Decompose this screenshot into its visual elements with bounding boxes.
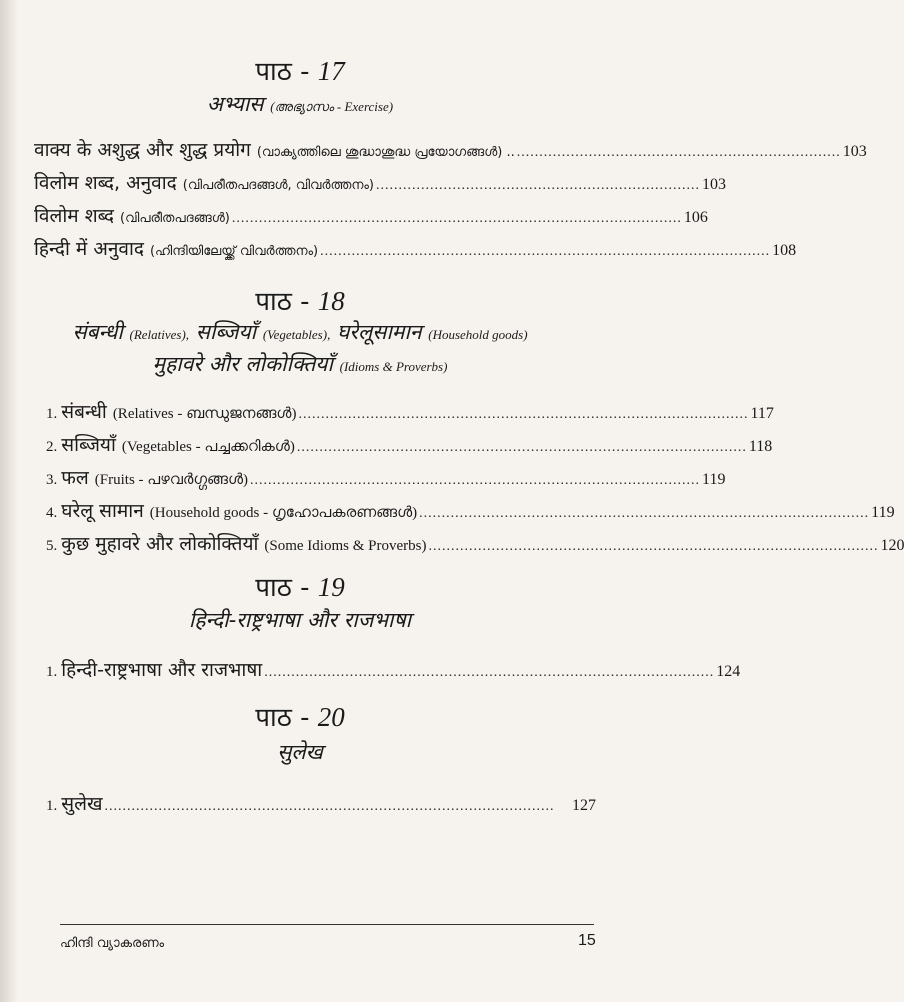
dot-leader: .................................................................................................... bbox=[320, 244, 771, 259]
entry-extra: (Household goods - ഗൃഹോപകരണങ്ങൾ) bbox=[149, 505, 418, 521]
toc-entry[interactable] bbox=[34, 202, 708, 228]
lesson-18-subtitle-line-1 bbox=[0, 318, 600, 346]
entry-hindi: हिन्दी में अनुवाद bbox=[34, 238, 144, 260]
entry-extra: (Some Idioms & Proverbs) bbox=[264, 538, 427, 554]
entry-page-number: 127 bbox=[572, 797, 596, 814]
entry-page-number: 120 bbox=[880, 537, 904, 554]
entry-index: 1. bbox=[46, 798, 58, 814]
dot-leader: ........................................................................ bbox=[375, 178, 700, 193]
entry-hindi: सुलेख bbox=[61, 793, 103, 815]
entry-extra: (ഹിന്ദിയിലേയ്ക്ക് വിവർത്തനം) bbox=[149, 244, 319, 259]
toc-entry[interactable] bbox=[46, 464, 726, 490]
subtitle-hindi: सब्जियाँ bbox=[195, 320, 257, 344]
subtitle-hindi: घरेलूसामान bbox=[337, 320, 422, 344]
entry-hindi: घरेलू सामान bbox=[61, 500, 144, 522]
entry-hindi: विलोम शब्द, अनुवाद bbox=[34, 172, 177, 194]
dot-leader: .................................................................................................... bbox=[419, 506, 870, 521]
toc-entry[interactable] bbox=[46, 398, 774, 424]
entry-hindi: फल bbox=[61, 467, 89, 489]
entry-extra: (Relatives - ബന്ധുജനങ്ങൾ) bbox=[112, 406, 297, 422]
dot-leader: .................................................................................................... bbox=[250, 473, 701, 488]
subtitle-english: (Idioms & Proverbs) bbox=[339, 359, 448, 374]
entry-page-number: 108 bbox=[772, 242, 797, 259]
lesson-20-subtitle-hi: सुलेख bbox=[277, 740, 323, 764]
toc-entry[interactable] bbox=[34, 235, 797, 261]
lesson-19-subtitle-hi: हिन्दी-राष्ट्रभाषा और राजभाषा bbox=[188, 608, 412, 632]
entry-index: 5. bbox=[46, 538, 58, 554]
toc-entry[interactable] bbox=[46, 431, 773, 457]
toc-entry[interactable] bbox=[46, 790, 596, 816]
entry-hindi: सब्जियाँ bbox=[61, 434, 116, 456]
lesson-17-subtitle bbox=[0, 90, 600, 118]
entry-hindi: संबन्धी bbox=[61, 401, 107, 423]
entry-page-number: 117 bbox=[750, 405, 774, 422]
entry-extra: (വിപരീതപദങ്ങൾ, വിവർത്തനം) bbox=[182, 178, 374, 193]
lesson-18-subtitle-line-2 bbox=[0, 350, 600, 378]
entry-page-number: 124 bbox=[716, 663, 741, 680]
toc-entry[interactable] bbox=[46, 656, 741, 682]
entry-index: 1. bbox=[46, 406, 58, 422]
toc-entry[interactable] bbox=[34, 136, 867, 162]
lesson-17-subtitle-extra: (അഭ്യാസം - Exercise) bbox=[270, 99, 394, 114]
toc-entry[interactable] bbox=[46, 497, 895, 523]
lesson-18-heading bbox=[0, 282, 600, 318]
entry-page-number: 119 bbox=[702, 471, 726, 488]
dot-leader: .................................................................................................... bbox=[231, 211, 682, 226]
entry-hindi: विलोम शब्द bbox=[34, 205, 115, 227]
lesson-19-number: 19 bbox=[317, 572, 345, 602]
entry-index: 2. bbox=[46, 439, 58, 455]
entry-page-number: 118 bbox=[748, 438, 773, 455]
lesson-19-heading bbox=[0, 568, 600, 604]
dot-leader: .................................................................................................... bbox=[428, 539, 879, 554]
dot-leader: .................................................................................................... bbox=[264, 665, 715, 680]
lesson-18-prefix: पाठ - bbox=[255, 287, 318, 317]
lesson-20-number: 20 bbox=[317, 702, 345, 732]
lesson-19-prefix: पाठ - bbox=[255, 573, 318, 603]
lesson-18-number: 18 bbox=[317, 286, 345, 316]
entry-page-number: 103 bbox=[701, 176, 726, 193]
entry-extra: (വാക്യത്തിലെ ശുദ്ധാശുദ്ധ പ്രയോഗങ്ങൾ) .. bbox=[256, 145, 515, 160]
entry-extra: (വിപരീതപദങ്ങൾ) bbox=[120, 211, 230, 226]
dot-leader: .................................................................................................... bbox=[104, 799, 555, 814]
footer-page-number: 15 bbox=[578, 932, 596, 949]
dot-leader: .................................................................................................... bbox=[298, 407, 749, 422]
dot-leader: .................................................................................................... bbox=[296, 440, 747, 455]
footer-book-title: ഹിന്ദി വ്യാകരണം bbox=[60, 936, 165, 951]
lesson-17-subtitle-hi: अभ्यास bbox=[206, 92, 264, 116]
lesson-20-heading bbox=[0, 698, 600, 734]
entry-page-number: 103 bbox=[842, 143, 867, 160]
entry-extra: (Vegetables - പച്ചക്കറികൾ) bbox=[121, 439, 295, 455]
toc-entry[interactable] bbox=[34, 169, 726, 195]
subtitle-hindi: संबन्धी bbox=[72, 320, 123, 344]
entry-hindi: हिन्दी-राष्ट्रभाषा और राजभाषा bbox=[61, 659, 263, 681]
entry-page-number: 106 bbox=[683, 209, 708, 226]
lesson-20-subtitle bbox=[0, 738, 600, 766]
entry-page-number: 119 bbox=[871, 504, 895, 521]
lesson-17-number: 17 bbox=[317, 56, 345, 86]
footer-divider bbox=[60, 924, 594, 925]
lesson-17-prefix: पाठ - bbox=[255, 57, 318, 87]
toc-entry[interactable] bbox=[46, 530, 904, 556]
lesson-17-heading bbox=[0, 52, 600, 88]
entry-index: 4. bbox=[46, 505, 58, 521]
entry-extra: (Fruits - പഴവർഗ്ഗങ്ങൾ) bbox=[94, 472, 249, 488]
subtitle-english: (Vegetables), bbox=[262, 327, 331, 342]
subtitle-hindi: मुहावरे और लोकोक्तियाँ bbox=[152, 352, 333, 376]
entry-hindi: वाक्य के अशुद्ध और शुद्ध प्रयोग bbox=[34, 139, 251, 161]
lesson-20-prefix: पाठ - bbox=[255, 703, 318, 733]
entry-index: 1. bbox=[46, 664, 58, 680]
page-spine-shadow bbox=[0, 0, 18, 1002]
dot-leader: ........................................................................ bbox=[516, 145, 841, 160]
entry-hindi: कुछ मुहावरे और लोकोक्तियाँ bbox=[61, 533, 259, 555]
subtitle-english: (Relatives), bbox=[129, 327, 190, 342]
entry-index: 3. bbox=[46, 472, 58, 488]
subtitle-english: (Household goods) bbox=[428, 327, 528, 342]
lesson-19-subtitle bbox=[0, 606, 600, 634]
